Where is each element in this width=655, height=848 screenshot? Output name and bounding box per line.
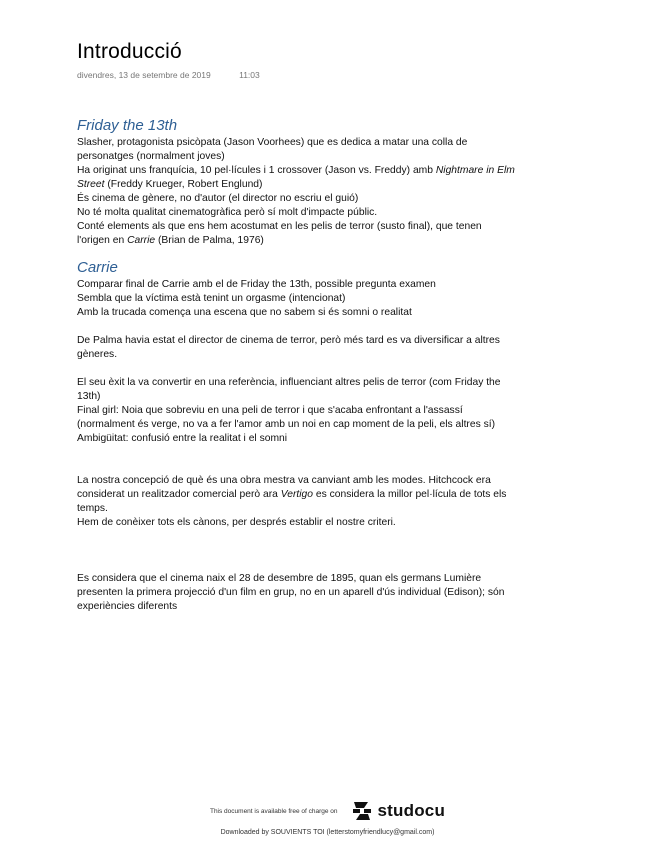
text-line: gèneres. — [77, 349, 118, 360]
text-line: Sembla que la víctima està tenint un orgasme (intencionat) — [77, 293, 346, 304]
note-content — [77, 116, 587, 614]
text-line: presenten la primera projecció d'un film en grup, no en un aparell d'ús individual (Edison); són — [77, 587, 505, 598]
text-span: Ha originat uns franquícia, 10 pel·lícules i 1 crossover (Jason vs. Freddy) amb — [77, 165, 436, 176]
text-line: Es considera que el cinema naix el 28 de desembre de 1895, quan els germans Lumière — [77, 573, 482, 584]
page-meta — [77, 70, 260, 80]
text-line: personatges (normalment joves) — [77, 151, 225, 162]
text-line: El seu èxit la va convertir en una referència, influenciant altres pelis de terror (com Friday the — [77, 377, 501, 388]
text-line — [77, 488, 587, 502]
footer-available-text: This document is available free of charge on — [209, 807, 338, 815]
footer-downloaded-by: Downloaded by SOUVIENTS TOI (letterstomyfriendlucy@gmail.com) — [220, 829, 435, 836]
text-line: Slasher, protagonista psicòpata (Jason Voorhees) que es dedica a matar una colla de — [77, 137, 468, 148]
film-title-carrie: Carrie — [127, 235, 156, 246]
text-line: Ambigüitat: confusió entre la realitat i el somni — [77, 433, 288, 444]
studocu-logo[interactable] — [350, 800, 446, 822]
section-heading-carrie: Carrie — [77, 259, 118, 276]
film-title-vertigo: Vertigo — [280, 489, 314, 500]
text-line — [77, 234, 587, 248]
text-line: La nostra concepció de què és una obra mestra va canviant amb les modes. Hitchcock era — [77, 475, 491, 486]
text-line: Amb la trucada comença una escena que no sabem si és somni o realitat — [77, 307, 412, 318]
text-span: l'origen en — [77, 235, 128, 246]
footer-available-row — [0, 800, 655, 822]
text-span: es considera la millor pel·lícula de tots els — [313, 489, 507, 500]
text-line: Comparar final de Carrie amb el de Friday the 13th, possible pregunta examen — [77, 279, 436, 290]
film-title-street: Street — [77, 179, 105, 190]
text-span: considerat un realitzador comercial però ara — [77, 489, 281, 500]
text-line: experiències diferents — [77, 601, 178, 612]
text-line: Final girl: Noia que sobreviu en una peli de terror i que s'acaba enfrontant a l'assassí — [77, 405, 463, 416]
studocu-logo-text: studocu — [377, 801, 446, 820]
film-title-nightmare: Nightmare in Elm — [435, 165, 515, 176]
text-line: No té molta qualitat cinematogràfica però sí molt d'impacte públic. — [77, 207, 378, 218]
page-date: divendres, 13 de setembre de 2019 — [77, 70, 211, 80]
text-line: Hem de conèixer tots els cànons, per després establir el nostre criteri. — [77, 517, 396, 528]
page-title: Introducció — [77, 40, 182, 63]
section-heading-friday: Friday the 13th — [77, 117, 178, 134]
text-line: temps. — [77, 503, 108, 514]
text-span: (Freddy Krueger, Robert Englund) — [104, 179, 263, 190]
page-time: 11:03 — [239, 70, 260, 80]
text-line: És cinema de gènere, no d'autor (el director no escriu el guió) — [77, 193, 359, 204]
text-line: (normalment és verge, no va a fer l'amor amb un noi en cap moment de la peli, els altres sí) — [77, 419, 496, 430]
text-line: De Palma havia estat el director de cinema de terror, però més tard es va diversificar a altres — [77, 335, 500, 346]
text-line — [77, 178, 587, 192]
studocu-logo-icon — [350, 800, 374, 822]
text-line — [77, 164, 587, 178]
text-line: Conté elements als que ens hem acostumat en les pelis de terror (susto final), que tenen — [77, 221, 482, 232]
text-span: (Brian de Palma, 1976) — [155, 235, 264, 246]
text-line: 13th) — [77, 391, 101, 402]
